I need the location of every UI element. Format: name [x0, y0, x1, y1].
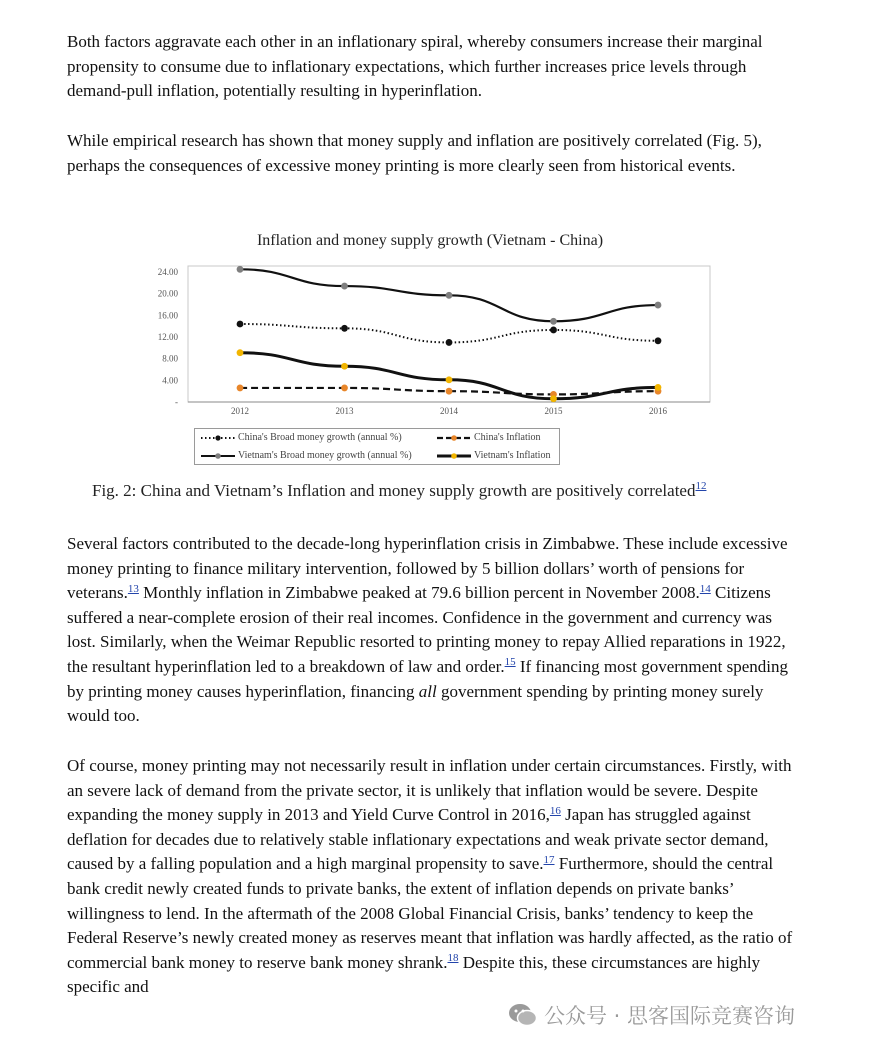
text-segment: Monthly inflation in Zimbabwe peaked at 79.6 billion percent in November 2008. [138, 583, 700, 603]
legend-label-vietnam-inflation: Vietnam's Inflation [474, 450, 551, 461]
watermark [508, 1000, 795, 1030]
text-segment: Despite this, these circumstances are highly specific and [67, 952, 761, 997]
chart-legend [194, 428, 560, 465]
paragraph-zimbabwe [67, 532, 797, 729]
paragraph-spiral: Both factors aggravate each other in an inflationary spiral, whereby consumers increase their marginal propensity to consume due to inflationary expectations, which further increases price levels through demand-pull inflation, potentially resulting in hyperinflation. [67, 32, 763, 101]
text-segment: Citizens suffered a near-complete erosion of their real incomes. Confidence in the government and currency was lost. Similarly, when the Weimar Republic resorted to printing money to repay Allied reparations in 1922, the resultant hyperinflation led to a breakdown of law and order. [67, 583, 786, 676]
y-tick-label: 24.00 [157, 267, 178, 277]
y-tick-label: 16.00 [157, 310, 178, 321]
wechat-icon [508, 1002, 538, 1028]
figure-caption [92, 481, 706, 501]
legend-label-china-money: China's Broad money growth (annual %) [238, 432, 402, 443]
x-tick-label: 2014 [440, 406, 458, 416]
text-segment: Furthermore, should the central bank credit newly created funds to private banks, the extent of inflation depends on private banks’ willingness to lend. In the aftermath of the 2008 Global Financial Crisis, banks’ tendency to keep the Federal Reserve’s newly created money as reserves meant that inflation was hardly affected, as the ratio of commercial bank money to reserve bank money shrank. [67, 854, 793, 972]
data-point-series-3 [550, 395, 557, 402]
legend-item-china-inflation [437, 432, 541, 443]
data-point-series-2 [550, 318, 557, 325]
paragraph-empirical: While empirical research has shown that money supply and inflation are positively correlated (Fig. 5), perhaps the consequences of excessive money printing is more clearly seen from historical events. [67, 131, 762, 175]
text-segment: Several factors contributed to the decade-long hyperinflation crisis in Zimbabwe. These include excessive money printing to finance military intervention, followed by 5 billion dollars’ worth of pensions for veterans. [67, 534, 788, 603]
footnote-ref-14[interactable]: 14 [699, 582, 711, 595]
data-point-series-1 [237, 385, 244, 392]
data-point-series-1 [446, 388, 453, 395]
data-point-series-2 [655, 302, 662, 309]
legend-swatch-china-money [201, 434, 235, 442]
data-point-series-3 [655, 384, 662, 391]
text-segment: government spending by printing money surely would too. [67, 681, 764, 726]
chart [130, 222, 730, 472]
x-tick-label: 2012 [231, 406, 249, 416]
data-point-series-2 [237, 266, 244, 273]
legend-swatch-vietnam-money [201, 452, 235, 460]
legend-swatch-china-inflation [437, 434, 471, 442]
data-point-series-2 [446, 292, 453, 299]
data-point-series-0 [550, 327, 557, 334]
data-point-series-0 [237, 321, 244, 328]
footnote-ref-18[interactable]: 18 [447, 952, 459, 965]
y-tick-label: 12.00 [157, 332, 178, 342]
footnote-ref-16[interactable]: 16 [549, 804, 561, 817]
footnote-ref-13[interactable]: 13 [127, 582, 139, 595]
legend-item-china-money [201, 432, 402, 443]
x-tick-label: 2015 [544, 406, 563, 416]
data-point-series-0 [446, 339, 453, 346]
legend-label-china-inflation: China's Inflation [474, 432, 541, 443]
footnote-ref-15[interactable]: 15 [504, 656, 516, 669]
legend-item-vietnam-inflation [437, 450, 550, 461]
legend-item-vietnam-money [201, 450, 412, 461]
footnote-ref-17[interactable]: 17 [543, 853, 555, 866]
x-tick-label: 2016 [649, 406, 667, 416]
emphasis-all: all [418, 681, 437, 701]
caption-text: Fig. 2: China and Vietnam’s Inflation and money supply growth are positively correlated [92, 481, 696, 500]
data-point-series-3 [341, 363, 348, 370]
y-tick-label: - [175, 397, 178, 407]
data-point-series-3 [446, 376, 453, 383]
data-point-series-2 [341, 283, 348, 290]
text-segment: Of course, money printing may not necessarily result in inflation under certain circumstances. Firstly, with an severe lack of demand from the private sector, it is unlikely that inflation would be severe. Despite expanding the money supply in 2013 and Yield Curve Control in 2016, [67, 756, 792, 825]
paragraph-money-printing [67, 754, 797, 1000]
data-point-series-3 [237, 349, 244, 356]
footnote-ref-12[interactable]: 12 [695, 480, 707, 493]
y-tick-label: 20.00 [157, 288, 178, 299]
text-segment: Japan has struggled against deflation for decades due to relatively stable inflationary expectations and weak private sector demand, caused by a falling population and a high marginal propensity to save. [67, 805, 769, 874]
y-tick-label: 4.00 [162, 375, 178, 386]
legend-swatch-vietnam-inflation [437, 452, 471, 460]
y-tick-label: 8.00 [162, 353, 178, 364]
data-point-series-0 [655, 337, 662, 344]
chart-title: Inflation and money supply growth (Vietnam - China) [256, 232, 604, 249]
data-point-series-1 [341, 385, 348, 392]
text-segment: If financing most government spending by printing money causes hyperinflation, financing [67, 656, 789, 701]
watermark-text: 公众号 · 思客国际竞赛咨询 [544, 1004, 796, 1028]
data-point-series-0 [341, 325, 348, 332]
legend-label-vietnam-money: Vietnam's Broad money growth (annual %) [238, 450, 412, 461]
x-tick-label: 2013 [335, 406, 354, 416]
